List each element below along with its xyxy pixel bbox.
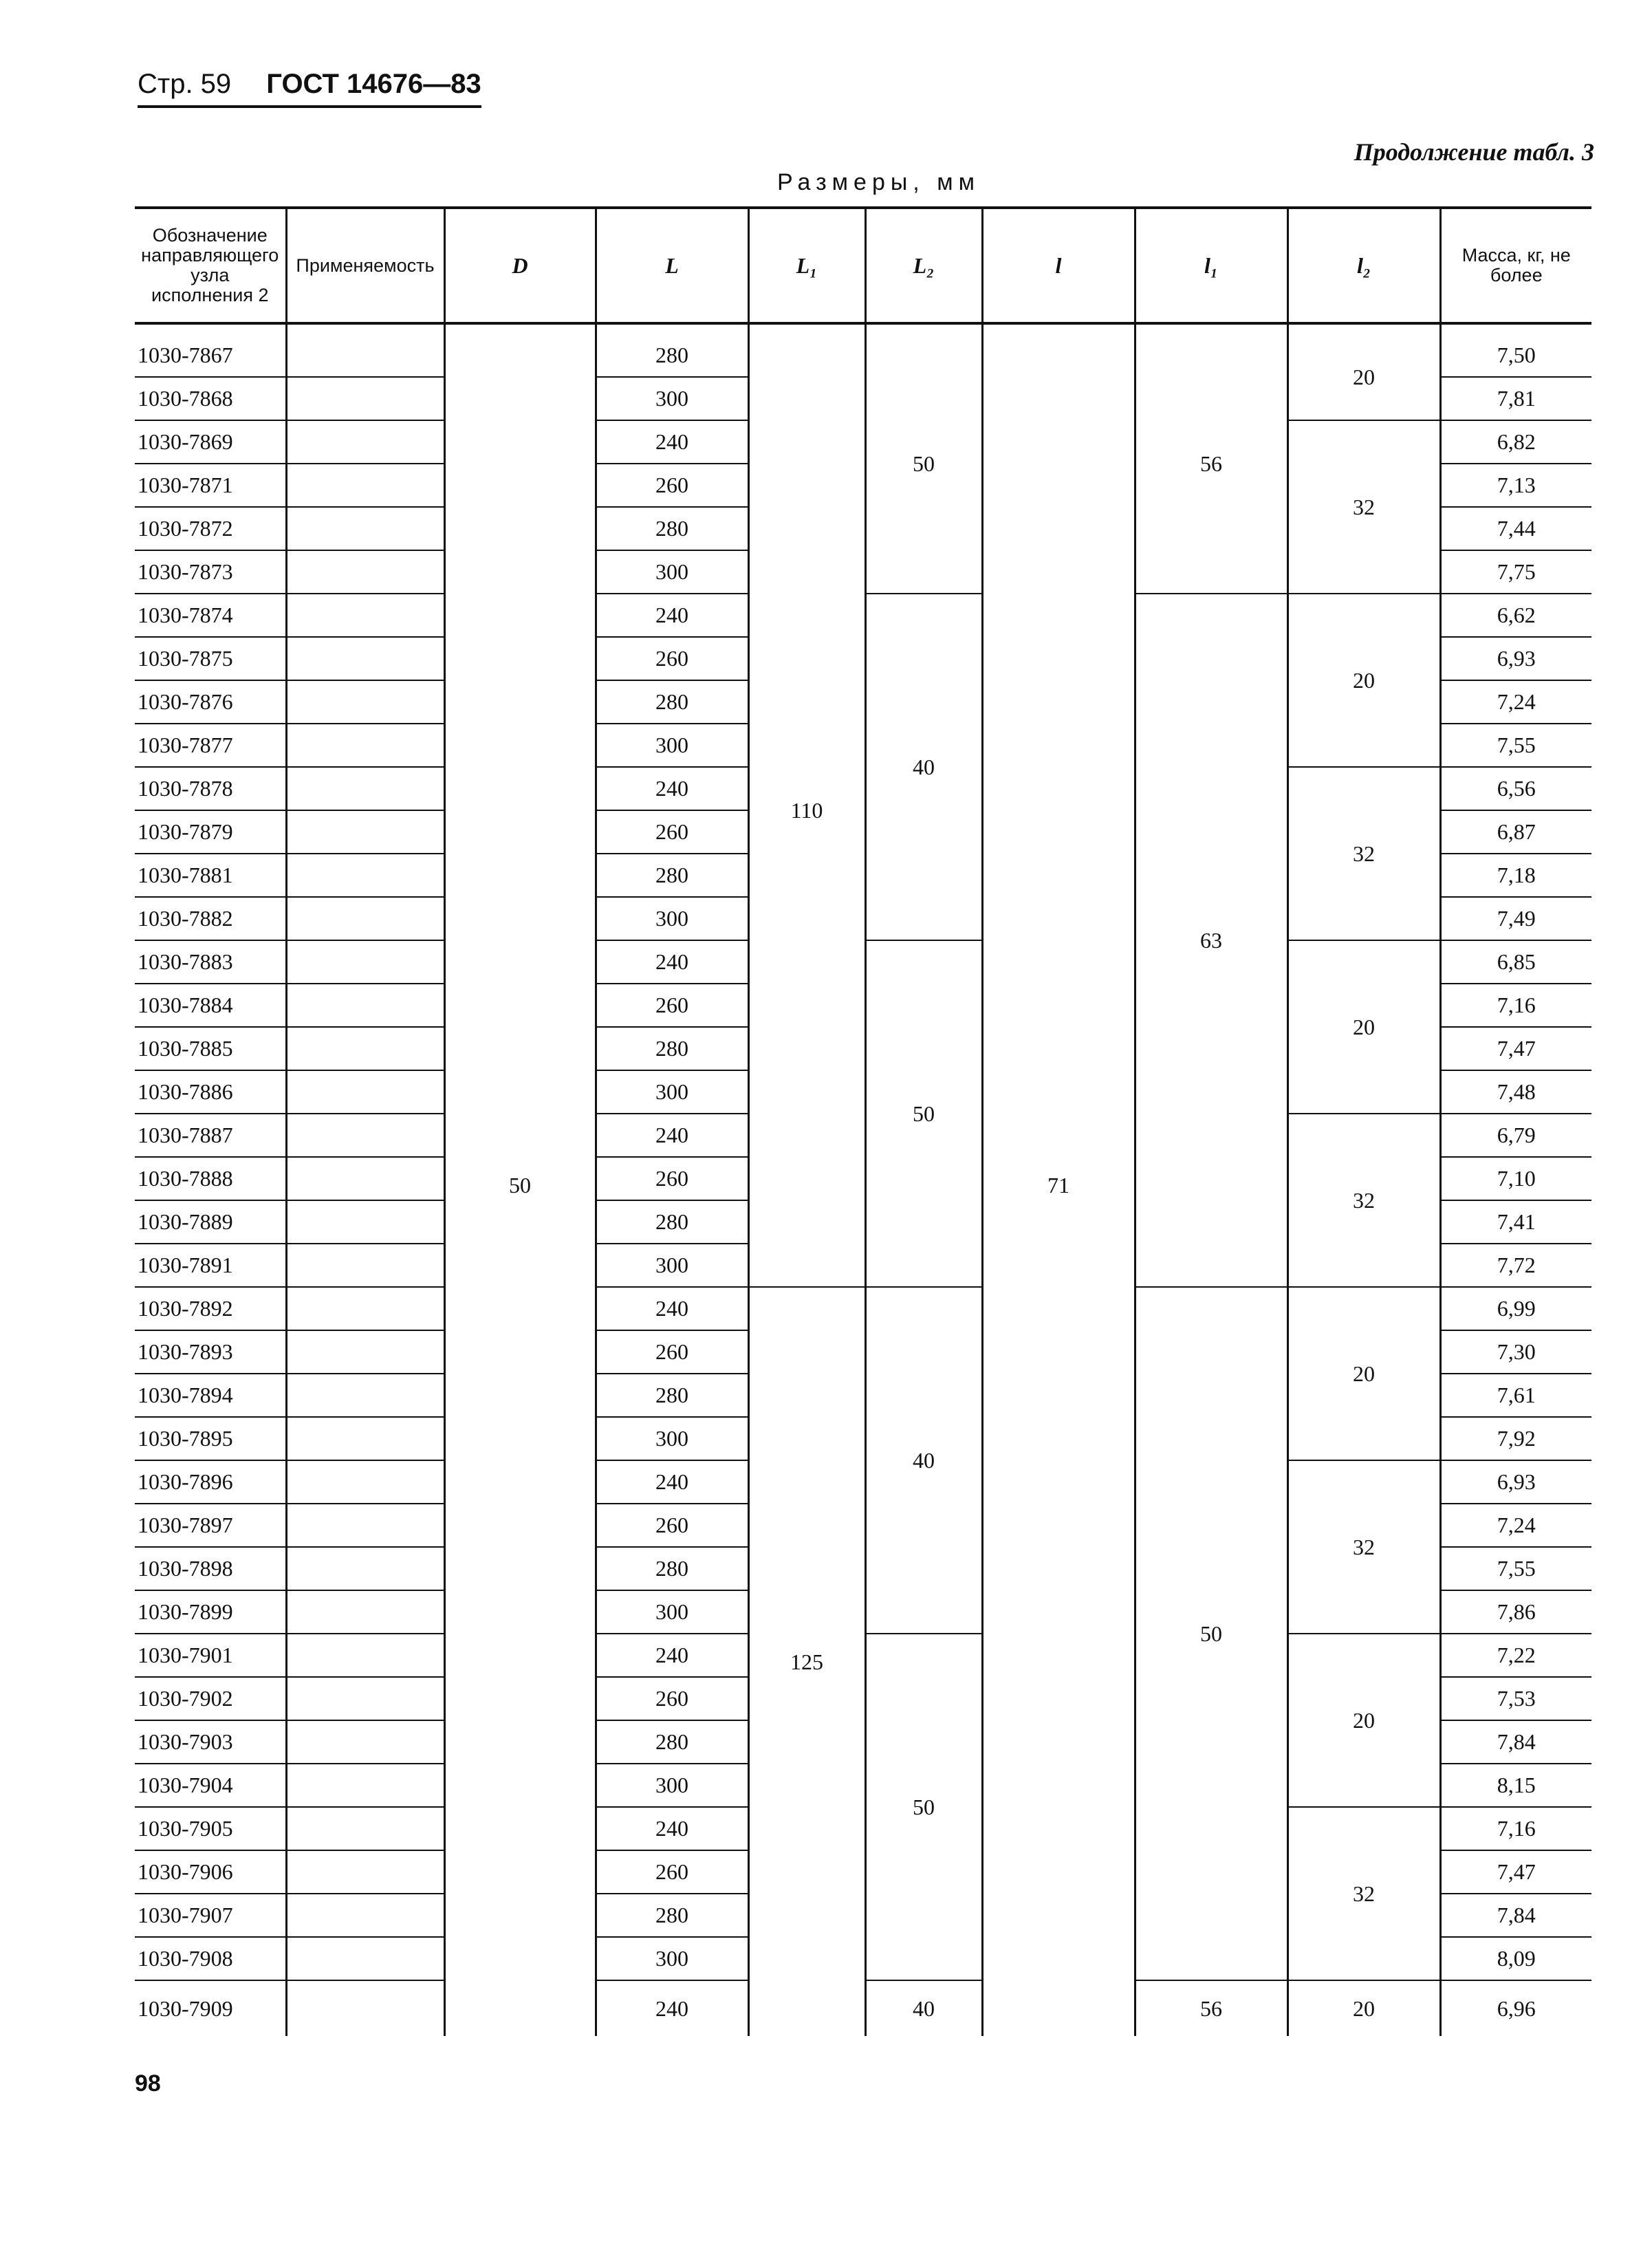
cell-l2: 20 xyxy=(1287,1287,1440,1460)
col-header-L1: L₁ xyxy=(748,208,865,323)
cell-code: 1030-7881 xyxy=(135,854,286,897)
cell-L: 280 xyxy=(596,507,748,550)
cell-applicability xyxy=(286,1244,444,1287)
cell-applicability xyxy=(286,1157,444,1200)
col-header-L2: L₂ xyxy=(865,208,982,323)
cell-L: 240 xyxy=(596,1114,748,1157)
cell-L: 280 xyxy=(596,1894,748,1937)
cell-code: 1030-7868 xyxy=(135,377,286,420)
cell-code: 1030-7899 xyxy=(135,1590,286,1634)
cell-l2: 32 xyxy=(1287,1460,1440,1634)
page-header xyxy=(138,69,481,108)
cell-applicability xyxy=(286,1894,444,1937)
cell-applicability xyxy=(286,1374,444,1417)
cell-code: 1030-7905 xyxy=(135,1807,286,1850)
cell-mass: 7,47 xyxy=(1440,1850,1591,1894)
cell-l2: 40 xyxy=(865,1980,982,2036)
cell-L: 240 xyxy=(596,1807,748,1850)
col-header-l: l xyxy=(982,208,1135,323)
cell-l2: 20 xyxy=(1287,940,1440,1114)
cell-applicability xyxy=(286,1200,444,1244)
cell-applicability xyxy=(286,1547,444,1590)
page-ref: Стр. 59 xyxy=(138,69,232,99)
cell-L: 260 xyxy=(596,1504,748,1547)
cell-l2: 32 xyxy=(1287,420,1440,594)
cell-L: 260 xyxy=(596,464,748,507)
cell-mass: 6,93 xyxy=(1440,1460,1591,1504)
cell-L: 240 xyxy=(596,594,748,637)
cell-applicability xyxy=(286,594,444,637)
cell-applicability xyxy=(286,1590,444,1634)
page-number: 98 xyxy=(135,2070,161,2097)
cell-code: 1030-7867 xyxy=(135,323,286,377)
cell-L: 300 xyxy=(596,1417,748,1460)
cell-mass: 7,55 xyxy=(1440,724,1591,767)
cell-code: 1030-7901 xyxy=(135,1634,286,1677)
cell-mass: 7,75 xyxy=(1440,550,1591,594)
cell-L: 300 xyxy=(596,377,748,420)
cell-code: 1030-7903 xyxy=(135,1720,286,1764)
cell-L: 280 xyxy=(596,1027,748,1070)
cell-l1: 125 xyxy=(748,1287,865,2036)
cell-mass: 7,10 xyxy=(1440,1157,1591,1200)
cell-code: 1030-7906 xyxy=(135,1850,286,1894)
cell-L: 240 xyxy=(596,1634,748,1677)
cell-mass: 7,44 xyxy=(1440,507,1591,550)
cell-code: 1030-7889 xyxy=(135,1200,286,1244)
cell-applicability xyxy=(286,1807,444,1850)
cell-mass: 7,86 xyxy=(1440,1590,1591,1634)
cell-applicability xyxy=(286,1027,444,1070)
cell-mass: 7,13 xyxy=(1440,464,1591,507)
cell-code: 1030-7869 xyxy=(135,420,286,464)
cell-l2: 32 xyxy=(1287,767,1440,940)
cell-code: 1030-7893 xyxy=(135,1330,286,1374)
cell-L: 300 xyxy=(596,1244,748,1287)
cell-L: 240 xyxy=(596,420,748,464)
cell-applicability xyxy=(286,1634,444,1677)
cell-l1: 56 xyxy=(1135,323,1287,594)
cell-mass: 6,87 xyxy=(1440,810,1591,854)
cell-applicability xyxy=(286,940,444,984)
cell-mass: 7,81 xyxy=(1440,377,1591,420)
cell-applicability xyxy=(286,1287,444,1330)
cell-l2: 50 xyxy=(865,323,982,594)
cell-mass: 7,24 xyxy=(1440,680,1591,724)
cell-l2: 20 xyxy=(1287,1980,1440,2036)
cell-code: 1030-7885 xyxy=(135,1027,286,1070)
cell-applicability xyxy=(286,1504,444,1547)
cell-L: 300 xyxy=(596,897,748,940)
table-body xyxy=(135,323,1591,2036)
cell-L: 260 xyxy=(596,637,748,680)
cell-L: 300 xyxy=(596,1590,748,1634)
cell-code: 1030-7873 xyxy=(135,550,286,594)
cell-l2: 32 xyxy=(1287,1114,1440,1287)
cell-code: 1030-7882 xyxy=(135,897,286,940)
cell-applicability xyxy=(286,377,444,420)
cell-l2: 32 xyxy=(1287,1807,1440,1980)
cell-l2: 20 xyxy=(1287,594,1440,767)
cell-L: 300 xyxy=(596,550,748,594)
cell-mass: 8,09 xyxy=(1440,1937,1591,1980)
cell-mass: 7,61 xyxy=(1440,1374,1591,1417)
cell-L: 280 xyxy=(596,1374,748,1417)
cell-mass: 7,55 xyxy=(1440,1547,1591,1590)
cell-code: 1030-7897 xyxy=(135,1504,286,1547)
cell-applicability xyxy=(286,1114,444,1157)
cell-code: 1030-7884 xyxy=(135,984,286,1027)
cell-L: 280 xyxy=(596,854,748,897)
cell-code: 1030-7875 xyxy=(135,637,286,680)
col-header-applicability: Применяемость xyxy=(286,208,444,323)
cell-mass: 7,16 xyxy=(1440,1807,1591,1850)
cell-code: 1030-7886 xyxy=(135,1070,286,1114)
cell-mass: 7,30 xyxy=(1440,1330,1591,1374)
cell-l2: 40 xyxy=(865,594,982,940)
cell-applicability xyxy=(286,1980,444,2036)
cell-L: 300 xyxy=(596,1764,748,1807)
cell-mass: 6,82 xyxy=(1440,420,1591,464)
cell-code: 1030-7892 xyxy=(135,1287,286,1330)
cell-mass: 6,96 xyxy=(1440,1980,1591,2036)
cell-l1: 63 xyxy=(1135,594,1287,1287)
table-row xyxy=(135,323,1591,377)
cell-mass: 7,22 xyxy=(1440,1634,1591,1677)
cell-applicability xyxy=(286,854,444,897)
col-header-code: Обозначение направляющего узла исполнения 2 xyxy=(135,208,286,323)
cell-code: 1030-7876 xyxy=(135,680,286,724)
col-header-mass: Масса, кг, не более xyxy=(1440,208,1591,323)
cell-mass: 8,15 xyxy=(1440,1764,1591,1807)
cell-mass: 6,99 xyxy=(1440,1287,1591,1330)
table-continuation-note: Продолжение табл. 3 xyxy=(1354,138,1594,166)
dimensions-caption: Размеры, мм xyxy=(777,169,980,195)
cell-code: 1030-7872 xyxy=(135,507,286,550)
cell-L: 260 xyxy=(596,984,748,1027)
cell-code: 1030-7887 xyxy=(135,1114,286,1157)
dimensions-table xyxy=(135,206,1591,2036)
cell-applicability xyxy=(286,897,444,940)
cell-l2: 20 xyxy=(1287,1634,1440,1807)
cell-mass: 7,16 xyxy=(1440,984,1591,1027)
cell-l2: 20 xyxy=(1287,323,1440,420)
cell-L: 280 xyxy=(596,1720,748,1764)
cell-L: 260 xyxy=(596,1850,748,1894)
cell-code: 1030-7888 xyxy=(135,1157,286,1200)
cell-code: 1030-7907 xyxy=(135,1894,286,1937)
cell-code: 1030-7898 xyxy=(135,1547,286,1590)
cell-applicability xyxy=(286,1720,444,1764)
cell-code: 1030-7877 xyxy=(135,724,286,767)
cell-mass: 7,84 xyxy=(1440,1720,1591,1764)
col-header-L: L xyxy=(596,208,748,323)
cell-applicability xyxy=(286,1677,444,1720)
cell-code: 1030-7896 xyxy=(135,1460,286,1504)
cell-L: 240 xyxy=(596,767,748,810)
cell-mass: 7,72 xyxy=(1440,1244,1591,1287)
cell-l2: 50 xyxy=(865,940,982,1287)
cell-code: 1030-7878 xyxy=(135,767,286,810)
cell-mass: 7,24 xyxy=(1440,1504,1591,1547)
cell-applicability xyxy=(286,507,444,550)
cell-mass: 6,79 xyxy=(1440,1114,1591,1157)
cell-l1: 110 xyxy=(748,323,865,1287)
cell-mass: 7,84 xyxy=(1440,1894,1591,1937)
table-row xyxy=(135,1287,1591,1330)
cell-L: 260 xyxy=(596,810,748,854)
cell-L: 240 xyxy=(596,1980,748,2036)
cell-applicability xyxy=(286,1764,444,1807)
cell-mass: 7,50 xyxy=(1440,323,1591,377)
cell-applicability xyxy=(286,1937,444,1980)
cell-applicability xyxy=(286,984,444,1027)
cell-mass: 6,93 xyxy=(1440,637,1591,680)
cell-mass: 7,92 xyxy=(1440,1417,1591,1460)
gost-designation: ГОСТ 14676—83 xyxy=(266,69,481,99)
cell-L: 280 xyxy=(596,323,748,377)
cell-code: 1030-7894 xyxy=(135,1374,286,1417)
cell-applicability xyxy=(286,810,444,854)
cell-applicability xyxy=(286,637,444,680)
cell-L: 260 xyxy=(596,1330,748,1374)
col-header-D: D xyxy=(444,208,596,323)
cell-applicability xyxy=(286,1417,444,1460)
cell-applicability xyxy=(286,1070,444,1114)
cell-code: 1030-7874 xyxy=(135,594,286,637)
cell-applicability xyxy=(286,1330,444,1374)
cell-mass: 7,48 xyxy=(1440,1070,1591,1114)
cell-code: 1030-7879 xyxy=(135,810,286,854)
cell-applicability xyxy=(286,724,444,767)
cell-code: 1030-7909 xyxy=(138,1995,233,2021)
cell-l1: 56 xyxy=(1135,1980,1287,2036)
cell-l: 71 xyxy=(982,323,1135,2036)
col-header-l1: l₁ xyxy=(1135,208,1287,323)
cell-L: 280 xyxy=(596,680,748,724)
cell-mass: 7,18 xyxy=(1440,854,1591,897)
cell-L: 280 xyxy=(596,1200,748,1244)
cell-applicability xyxy=(286,464,444,507)
cell-mass: 6,62 xyxy=(1440,594,1591,637)
cell-L: 260 xyxy=(596,1677,748,1720)
cell-mass: 7,49 xyxy=(1440,897,1591,940)
cell-code: 1030-7904 xyxy=(135,1764,286,1807)
cell-L: 300 xyxy=(596,1937,748,1980)
cell-mass: 7,47 xyxy=(1440,1027,1591,1070)
cell-l2: 50 xyxy=(865,1634,982,1980)
cell-applicability xyxy=(286,1850,444,1894)
cell-applicability xyxy=(286,680,444,724)
cell-code: 1030-7891 xyxy=(135,1244,286,1287)
cell-code: 1030-7908 xyxy=(135,1937,286,1980)
cell-applicability xyxy=(286,767,444,810)
cell-L: 280 xyxy=(596,1547,748,1590)
cell-mass: 7,41 xyxy=(1440,1200,1591,1244)
cell-code: 1030-7895 xyxy=(135,1417,286,1460)
cell-mass: 6,85 xyxy=(1440,940,1591,984)
cell-l2: 40 xyxy=(865,1287,982,1634)
cell-applicability xyxy=(286,323,444,377)
cell-L: 300 xyxy=(596,1070,748,1114)
cell-mass: 6,56 xyxy=(1440,767,1591,810)
cell-code: 1030-7902 xyxy=(135,1677,286,1720)
cell-d: 50 xyxy=(444,323,596,2036)
table-header-row xyxy=(135,208,1591,323)
cell-L: 240 xyxy=(596,1287,748,1330)
cell-code: 1030-7883 xyxy=(135,940,286,984)
cell-applicability xyxy=(286,1460,444,1504)
cell-L: 260 xyxy=(596,1157,748,1200)
cell-L: 240 xyxy=(596,1460,748,1504)
cell-applicability xyxy=(286,420,444,464)
cell-applicability xyxy=(286,550,444,594)
cell-L: 240 xyxy=(596,940,748,984)
cell-L: 300 xyxy=(596,724,748,767)
cell-mass: 7,53 xyxy=(1440,1677,1591,1720)
cell-code: 1030-7871 xyxy=(135,464,286,507)
cell-l1: 50 xyxy=(1135,1287,1287,1980)
col-header-l2: l₂ xyxy=(1287,208,1440,323)
